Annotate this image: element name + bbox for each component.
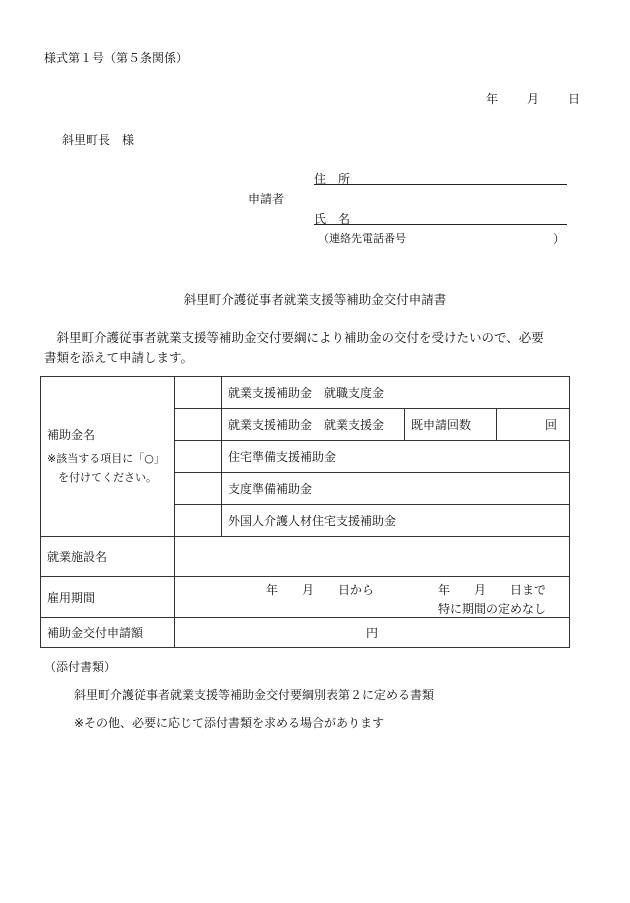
subsidy-note-1: ※該当する項目に「○」 bbox=[47, 452, 165, 465]
period-to: 年 月 日まで bbox=[438, 583, 547, 597]
applicant-label: 申請者 bbox=[248, 192, 285, 206]
form-number: 様式第１号（第５条関係） bbox=[44, 51, 189, 65]
document-title: 斜里町介護従事者就業支援等補助金交付申請書 bbox=[183, 292, 447, 307]
subsidy-item-2: 就業支援補助金 就業支援金 bbox=[222, 409, 405, 441]
subsidy-item-3: 住宅準備支援補助金 bbox=[222, 441, 570, 473]
contact-close: ） bbox=[553, 232, 566, 246]
contact-open: （連絡先電話番号 bbox=[318, 232, 406, 245]
name-label: 氏 名 bbox=[314, 212, 351, 226]
checkbox-cell-1[interactable] bbox=[175, 377, 222, 409]
amount-unit: 円 bbox=[366, 626, 379, 640]
amount-field[interactable] bbox=[175, 618, 570, 648]
employment-period-field[interactable] bbox=[175, 577, 570, 618]
date-year-label: 年 bbox=[486, 92, 499, 106]
intro-line-1: 斜里町介護従事者就業支援等補助金交付要綱により補助金の交付を受けたいので、必要 bbox=[44, 330, 544, 345]
period-none: 特に期間の定めなし bbox=[438, 602, 547, 616]
period-from: 年 月 日から bbox=[266, 583, 375, 597]
checkbox-cell-3[interactable] bbox=[175, 441, 222, 473]
subsidy-name-label: 補助金名 bbox=[47, 428, 96, 442]
intro-line-2: 書類を添えて申請します。 bbox=[44, 350, 194, 365]
facility-name-field[interactable] bbox=[175, 537, 570, 577]
application-table bbox=[40, 376, 570, 648]
attachments-line-1: 斜里町介護従事者就業支援等補助金交付要綱別表第２に定める書類 bbox=[74, 688, 435, 702]
table-row bbox=[41, 377, 570, 409]
name-line bbox=[314, 224, 567, 225]
amount-label: 補助金交付申請額 bbox=[41, 618, 175, 648]
employment-period-label: 雇用期間 bbox=[41, 577, 175, 618]
date-day-label: 日 bbox=[568, 92, 581, 106]
subsidy-note-2: を付けてください。 bbox=[47, 471, 157, 484]
subsidy-name-cell bbox=[41, 377, 175, 537]
attachments-heading: （添付書類） bbox=[44, 660, 117, 674]
attachments-line-2: ※その他、必要に応じて添付書類を求める場合があります bbox=[74, 716, 385, 730]
address-label: 住 所 bbox=[314, 172, 351, 186]
table-row bbox=[41, 537, 570, 577]
facility-name-label: 就業施設名 bbox=[41, 537, 175, 577]
subsidy-item-1: 就業支援補助金 就職支度金 bbox=[222, 377, 570, 409]
subsidy-item-5: 外国人介護人材住宅支援補助金 bbox=[222, 505, 570, 537]
prior-applications-value[interactable] bbox=[497, 409, 570, 441]
checkbox-cell-2[interactable] bbox=[175, 409, 222, 441]
address-line bbox=[314, 184, 567, 185]
table-row bbox=[41, 577, 570, 618]
date-month-label: 月 bbox=[527, 92, 540, 106]
checkbox-cell-5[interactable] bbox=[175, 505, 222, 537]
prior-applications-label: 既申請回数 bbox=[405, 409, 497, 441]
prior-applications-unit: 回 bbox=[545, 418, 558, 432]
checkbox-cell-4[interactable] bbox=[175, 473, 222, 505]
table-row bbox=[41, 618, 570, 648]
subsidy-item-4: 支度準備補助金 bbox=[222, 473, 570, 505]
addressee: 斜里町長 様 bbox=[62, 133, 135, 147]
